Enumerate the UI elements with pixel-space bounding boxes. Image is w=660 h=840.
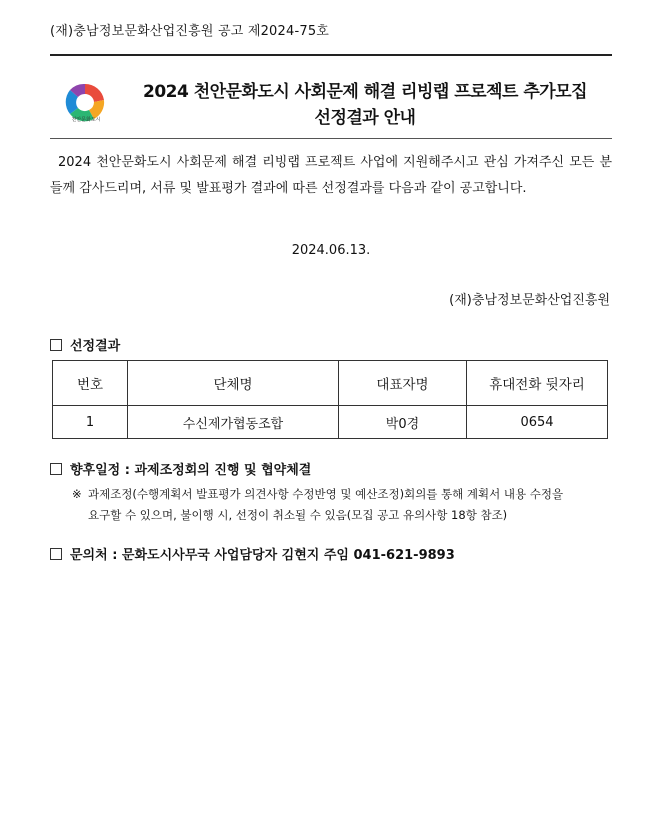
table-row [53,406,608,439]
section-contact-title: 문의처 : 문화도시사무국 사업담당자 김현지 주임 041-621-9893 [70,548,455,563]
reference-mark-icon: ※ [72,487,82,501]
announcement-date: 2024.06.13. [291,243,371,258]
result-table [52,360,608,439]
section-result [50,335,120,354]
checkbox-bullet-icon [50,339,62,351]
checkbox-bullet-icon [50,463,62,475]
header-number: 번호 [53,361,128,406]
cell-representative: 박0경 [339,406,467,439]
header-phone: 휴대전화 뒷자리 [467,361,608,406]
document-subtitle: 선정결과 안내 [314,108,416,128]
schedule-note [72,484,612,526]
issuing-organization: (재)충남정보문화산업진흥원 [449,293,610,308]
header-representative: 대표자명 [339,361,467,406]
table-header-row [53,361,608,406]
document-title: 2024 천안문화도시 사회문제 해결 리빙랩 프로젝트 추가모집 [142,82,588,102]
intro-paragraph: 2024 천안문화도시 사회문제 해결 리빙랩 프로젝트 사업에 지원해주시고 관심 가져주신 모든 분들께 감사드리며, 서류 및 발표평가 결과에 따른 선정결과를 다음과 같이 공고합니다. [50,155,612,196]
logo-caption: 천안문화도시 [71,117,101,123]
section-schedule-title: 향후일정 : 과제조정회의 진행 및 협약체결 [70,463,312,478]
top-divider [50,54,612,56]
note-line-1: 과제조정(수행계획서 발표평가 의견사항 수정반영 및 예산조정)회의를 통해 계획서 내용 수정을 [88,487,564,501]
announcement-number: (재)충남정보문화산업진흥원 공고 제2024-75호 [50,24,330,39]
cell-number: 1 [53,406,128,439]
title-divider [50,138,612,139]
cell-organization: 수신제가협동조합 [128,406,339,439]
cell-phone: 0654 [467,406,608,439]
section-schedule [50,459,311,478]
section-contact [50,544,455,563]
section-result-title: 선정결과 [70,339,121,354]
note-line-2: 요구할 수 있으며, 불이행 시, 선정이 취소될 수 있음(모집 공고 유의사항 18항 참조) [88,508,508,522]
checkbox-bullet-icon [50,548,62,560]
header-organization: 단체명 [128,361,339,406]
